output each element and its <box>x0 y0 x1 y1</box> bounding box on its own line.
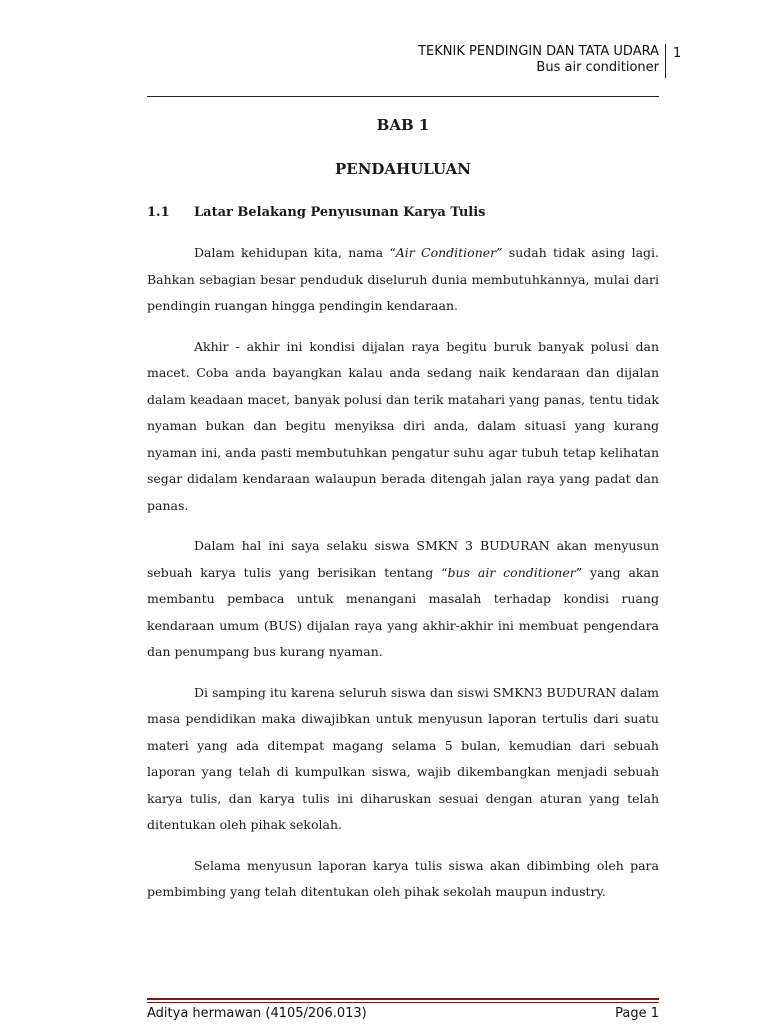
body-text <box>147 240 659 920</box>
chapter-label: BAB 1 <box>376 116 430 134</box>
section-title: Latar Belakang Penyusunan Karya Tulis <box>194 205 486 220</box>
footer-rule-thick <box>147 998 659 1000</box>
paragraph-3-text-a: Dalam hal ini saya selaku siswa SMKN 3 BUDURAN akan menyusun sebuah karya tulis yang berisikan tentang “ <box>147 538 659 580</box>
paragraph-1-text-b: sudah tidak asing lagi. Bahkan sebagian besar penduduk diseluruh dunia membutuhkannya, mulai dari pendingin ruangan hingga pendingin kendaraan. <box>147 245 660 313</box>
paragraph-5: Selama menyusun laporan karya tulis siswa akan dibimbing oleh para pembimbing yang telah ditentukan oleh pihak sekolah maupun industry. <box>147 857 659 899</box>
running-header <box>418 44 659 76</box>
header-separator <box>665 44 666 78</box>
paragraph-1-text-a: Dalam kehidupan kita, nama “ <box>194 245 396 260</box>
paragraph-1-italic: Air Conditioner” <box>395 245 503 260</box>
paragraph-4: Di samping itu karena seluruh siswa dan siswi SMKN3 BUDURAN dalam masa pendidikan maka diwajibkan untuk menyusun laporan tertulis dari suatu materi yang ada ditempat magang selama 5 bulan, kemudian dari sebuah laporan yang telah di kumpulkan siswa, wajib dikembangkan menjadi sebuah karya tulis, dan karya tulis ini diharuskan sesuai dengan aturan yang telah ditentukan oleh pihak sekolah. <box>147 684 659 832</box>
header-subtitle: Bus air conditioner <box>536 60 659 75</box>
paragraph-1 <box>147 240 659 320</box>
section-number: 1.1 <box>147 205 170 220</box>
paragraph-3 <box>147 533 659 666</box>
header-rule <box>147 96 659 97</box>
footer-rule-thin <box>147 1002 659 1003</box>
footer-page-label: Page 1 <box>615 1006 659 1021</box>
section-heading <box>147 205 485 220</box>
footer-author: Aditya hermawan (4105/206.013) <box>147 1006 367 1021</box>
paragraph-2: Akhir - akhir ini kondisi dijalan raya begitu buruk banyak polusi dan macet. Coba anda bayangkan kalau anda sedang naik kendaraan dan dijalan dalam keadaan macet, banyak polusi dan terik matahari yang panas, tentu tidak nyaman bukan dan begitu menyiksa diri anda, dalam situasi yang kurang nyaman ini, anda pasti membutuhkan pengatur suhu agar tubuh tetap kelihatan segar didalam kendaraan walaupun berada ditengah jalan raya yang padat dan panas. <box>147 338 659 513</box>
header-page-number: 1 <box>673 46 682 61</box>
chapter-title: PENDAHULUAN <box>334 160 472 178</box>
header-title: TEKNIK PENDINGIN DAN TATA UDARA <box>418 44 659 59</box>
paragraph-3-italic: bus air conditioner <box>447 564 576 580</box>
paragraph-3-text-b: ” yang akan membantu pembaca untuk menangani masalah terhadap kondisi ruang kendaraan umum (BUS) dijalan raya yang akhir-akhir ini membuat pengendara dan penumpang bus kurang nyaman. <box>147 564 659 659</box>
